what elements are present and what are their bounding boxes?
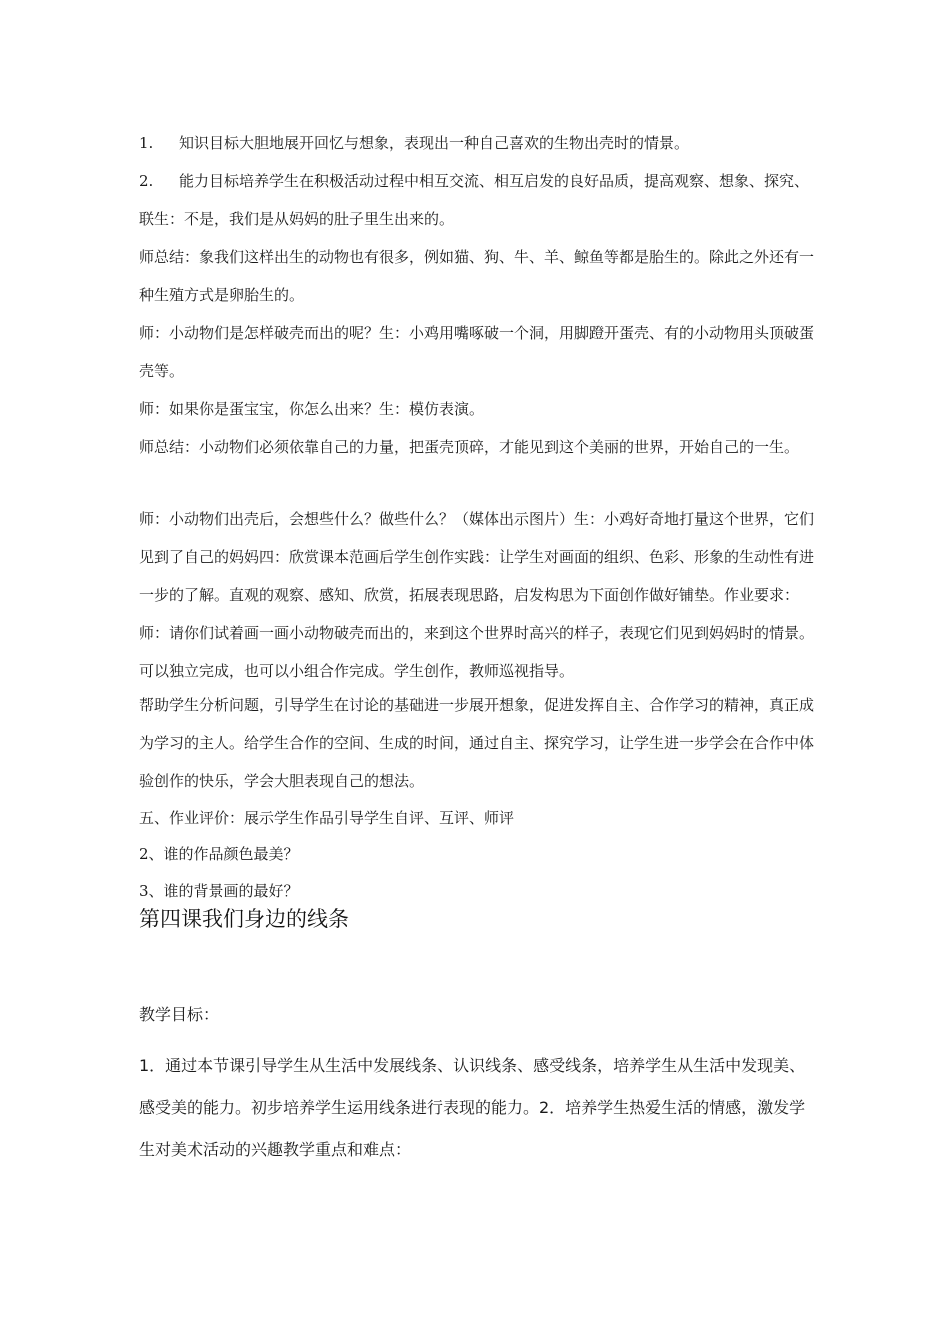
item-text: 能力目标培养学生在积极活动过程中相互交流、相互启发的良好品质，提高观察、想象、探究、联生：不是，我们是从妈妈的肚子里生出来的。 <box>139 172 810 228</box>
item-number: 2. <box>139 172 154 190</box>
item-text: 知识目标大胆地展开回忆与想象，表现出一种自己喜欢的生物出壳时的情景。 <box>179 134 690 152</box>
paragraph: 3、谁的背景画的最好？ <box>139 882 299 900</box>
paragraph: 师：小动物们出壳后，会想些什么？做些什么？（媒体出示图片）生：小鸡好奇地打量这个世界，它们见到了自己的妈妈四：欣赏课本范画后学生创作实践：让学生对画面的组织、色彩、形象的生动性有进一步的了解。直观的观察、感知、欣赏，拓展表现思路，启发构思为下面创作做好铺垫。作业要求：师：请你们试着画一画小动物破壳而出的，来到这个世界时高兴的样子，表现它们见到妈妈时的情景。可以独立完成，也可以小组合作完成。学生创作，教师巡视指导。 <box>139 510 815 680</box>
paragraph: 师：小动物们是怎样破壳而出的呢？生：小鸡用嘴啄破一个洞，用脚蹬开蛋壳、有的小动物用头顶破蛋壳等。 <box>139 324 815 380</box>
objectives-text: 1．通过本节课引导学生从生活中发展线条、认识线条、感受线条，培养学生从生活中发现美、感受美的能力。初步培养学生运用线条进行表现的能力。2．培养学生热爱生活的情感，激发学生对美术活动的兴趣教学重点和难点： <box>139 1056 806 1159</box>
paragraph: 帮助学生分析问题，引导学生在讨论的基础进一步展开想象，促进发挥自主、合作学习的精神，真正成为学习的主人。给学生合作的空间、生成的时间，通过自主、探究学习，让学生进一步学会在合作中体验创作的快乐，学会大胆表现自己的想法。 <box>139 696 815 790</box>
paragraph: 师总结：象我们这样出生的动物也有很多，例如猫、狗、牛、羊、鲸鱼等都是胎生的。除此之外还有一种生殖方式是卵胎生的。 <box>139 248 815 304</box>
objectives-label: 教学目标： <box>139 1005 220 1024</box>
paragraph: 师：如果你是蛋宝宝，你怎么出来？生：模仿表演。 <box>139 400 485 418</box>
item-number: 1. <box>139 134 154 152</box>
objective-item-2 <box>139 162 819 238</box>
paragraph: 五、作业评价：展示学生作品引导学生自评、互评、师评 <box>139 809 515 827</box>
paragraph: 师总结：小动物们必须依靠自己的力量，把蛋壳顶碎，才能见到这个美丽的世界，开始自己的一生。 <box>139 438 800 456</box>
lesson-title: 第四课我们身边的线条 <box>139 907 349 931</box>
paragraph: 2、谁的作品颜色最美？ <box>139 845 299 863</box>
objective-item-1 <box>139 124 819 162</box>
